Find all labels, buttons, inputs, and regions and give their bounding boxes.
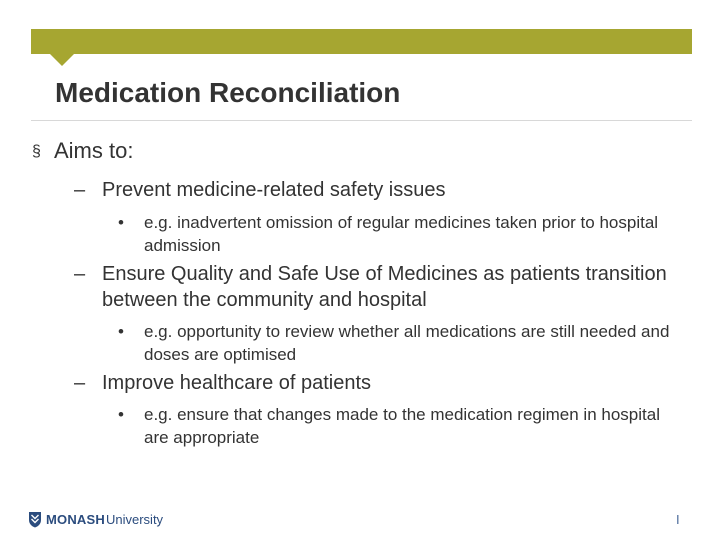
aim-item xyxy=(74,370,684,396)
bullet-aims-intro xyxy=(32,138,133,164)
header-bar-notch xyxy=(50,54,74,66)
title-divider xyxy=(31,120,692,121)
square-bullet-icon: § xyxy=(32,143,41,160)
aim-text: Improve healthcare of patients xyxy=(102,372,372,394)
slide-title: Medication Reconciliation xyxy=(55,77,401,108)
dash-bullet: – xyxy=(74,263,86,285)
aim-text: Ensure Quality and Safe Use of Medicines as patients transition between the community and hospital xyxy=(102,263,667,311)
aims-intro-text: Aims to: xyxy=(54,138,134,163)
aim-example xyxy=(118,320,684,366)
aim-example-text: e.g. opportunity to review whether all medications are still needed and doses are optimised xyxy=(144,322,670,364)
dash-bullet: – xyxy=(74,179,86,201)
monash-university-logo xyxy=(28,509,163,529)
page-number: I xyxy=(676,512,680,527)
aim-example-text: e.g. inadvertent omission of regular medicines taken prior to hospital admission xyxy=(144,213,659,255)
logo-word-monash: MONASH xyxy=(46,511,105,527)
dot-bullet: • xyxy=(118,322,124,341)
logo-word-university: University xyxy=(105,511,164,527)
aim-example xyxy=(118,211,684,257)
aim-example-text: e.g. ensure that changes made to the medication regimen in hospital are appropriate xyxy=(144,405,660,447)
dash-bullet: – xyxy=(74,372,86,394)
dot-bullet: • xyxy=(118,405,124,424)
aim-text: Prevent medicine-related safety issues xyxy=(102,179,446,201)
aim-example xyxy=(118,403,684,449)
dot-bullet: • xyxy=(118,213,124,232)
monash-shield-icon xyxy=(28,511,42,528)
header-bar xyxy=(31,29,692,54)
aim-item xyxy=(74,177,684,203)
aim-item xyxy=(74,261,684,313)
